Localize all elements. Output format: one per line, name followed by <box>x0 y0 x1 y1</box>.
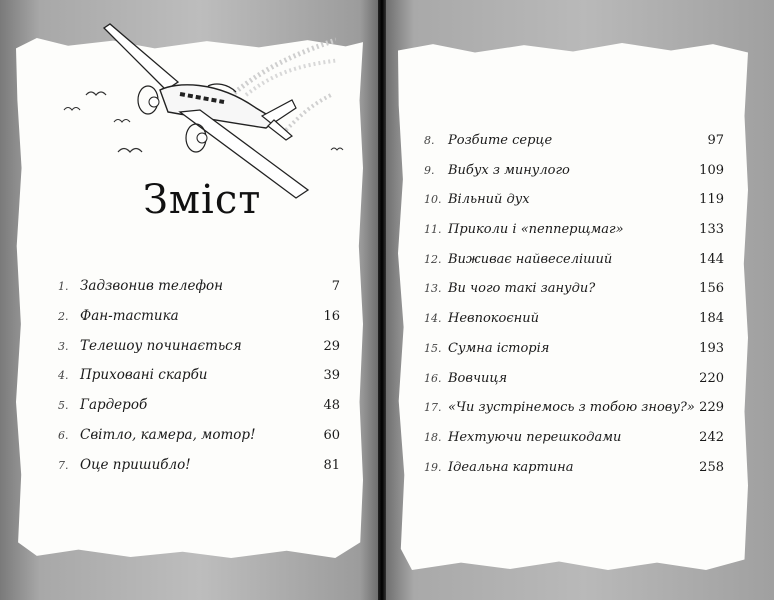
toc-entry <box>424 430 724 460</box>
chapter-number: 1. <box>58 280 69 293</box>
toc-entry <box>424 371 724 401</box>
page-title: Зміст <box>143 177 262 223</box>
toc-entry <box>424 341 724 371</box>
chapter-number: 9. <box>424 163 435 177</box>
page-number: 242 <box>699 429 724 445</box>
toc-entry <box>58 427 340 457</box>
chapter-title: Ви чого такі зануди? <box>448 281 596 297</box>
page-number: 229 <box>699 400 724 416</box>
toc-entry <box>424 252 724 282</box>
page-number: 119 <box>699 192 724 208</box>
book-spine <box>378 0 386 600</box>
chapter-number: 7. <box>58 458 69 472</box>
chapter-number: 18. <box>424 430 442 444</box>
toc-entry <box>424 192 724 222</box>
chapter-number: 2. <box>58 309 69 323</box>
chapter-title: Ідеальна картина <box>448 459 574 475</box>
toc-entry <box>424 163 724 193</box>
chapter-title: Вибух з минулого <box>448 162 570 178</box>
chapter-number: 19. <box>424 460 442 474</box>
page-number: 16 <box>323 308 340 324</box>
chapter-title: Сумна історія <box>448 340 550 356</box>
page-number: 81 <box>323 457 340 473</box>
page-number: 133 <box>699 222 724 238</box>
page-number: 193 <box>699 340 724 356</box>
toc-entry <box>424 460 724 490</box>
chapter-title: Вовчиця <box>448 370 508 386</box>
page-number: 48 <box>323 398 340 414</box>
toc-entry <box>58 457 340 487</box>
chapter-number: 17. <box>424 401 442 415</box>
page-number: 109 <box>699 162 724 178</box>
chapter-title: Виживає найвеселіший <box>448 251 613 267</box>
chapter-title: Оце пришибло! <box>80 456 191 473</box>
chapter-title: Нехтуючи перешкодами <box>448 429 622 445</box>
page-number: 184 <box>699 311 724 327</box>
page-number: 220 <box>699 370 724 386</box>
chapter-title: Телешоу починається <box>80 337 242 354</box>
chapter-number: 8. <box>424 134 435 147</box>
page-number: 7 <box>331 279 340 294</box>
chapter-title: Фан-тастика <box>80 307 179 324</box>
page-number: 60 <box>323 427 340 443</box>
chapter-title: Світло, камера, мотор! <box>80 426 256 443</box>
chapter-title: Приколи і «пепперщмаг» <box>448 222 624 238</box>
chapter-number: 14. <box>424 312 442 326</box>
toc-entry <box>424 133 724 163</box>
birds-illustration <box>56 70 356 170</box>
toc-entry <box>58 308 340 338</box>
page-number: 97 <box>707 133 724 148</box>
toc-list-right <box>424 133 724 489</box>
chapter-title: Задзвонив телефон <box>80 278 224 294</box>
page-number: 144 <box>699 251 724 267</box>
chapter-number: 12. <box>424 252 442 266</box>
toc-entry <box>58 338 340 368</box>
chapter-number: 13. <box>424 282 442 296</box>
toc-entry <box>424 281 724 311</box>
toc-list-left <box>58 278 340 487</box>
chapter-number: 15. <box>424 341 442 355</box>
toc-entry <box>424 311 724 341</box>
chapter-title: Вільний дух <box>448 192 530 208</box>
chapter-title: Гардероб <box>80 397 148 414</box>
chapter-title: Невпокоєний <box>448 311 539 327</box>
toc-entry <box>424 222 724 252</box>
chapter-number: 5. <box>58 399 69 413</box>
page-number: 39 <box>323 368 340 384</box>
page-number: 258 <box>699 459 724 475</box>
chapter-title: Приховані скарби <box>80 367 208 384</box>
chapter-number: 4. <box>58 369 69 383</box>
page-number: 156 <box>699 281 724 297</box>
chapter-title: Розбите серце <box>448 133 553 148</box>
toc-entry <box>58 278 340 308</box>
chapter-number: 11. <box>424 223 442 237</box>
toc-entry <box>58 397 340 427</box>
toc-entry <box>58 367 340 397</box>
chapter-number: 10. <box>424 193 442 207</box>
chapter-number: 3. <box>58 339 69 353</box>
chapter-number: 16. <box>424 371 442 385</box>
page-number: 29 <box>323 338 340 354</box>
chapter-title: «Чи зустрінемось з тобою знову?» <box>448 400 695 416</box>
chapter-number: 6. <box>58 428 69 442</box>
toc-entry <box>424 400 724 430</box>
